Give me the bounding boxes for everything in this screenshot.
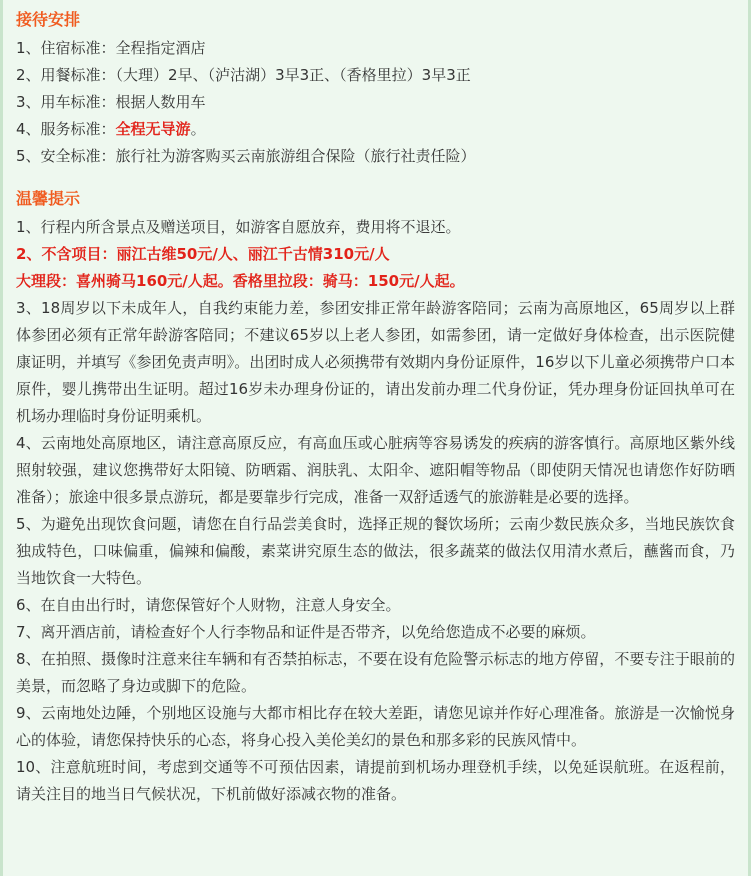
tips-heading: 温馨提示 xyxy=(16,189,81,208)
excluded-items: 不含项目：丽江古维50元/人、丽江千古情310元/人 xyxy=(41,245,390,263)
tip-item-7: 7、离开酒店前，请检查好个人行李物品和证件是否带齐，以免给您造成不必要的麻烦。 xyxy=(16,623,596,641)
tip-item-1: 1、行程内所含景点及赠送项目，如游客自愿放弃，费用将不退还。 xyxy=(16,218,461,236)
reception-item-meals: 2、用餐标准：（大理）2早、（泸沽湖）3早3正、（香格里拉）3早3正 xyxy=(16,66,471,84)
tip-2-number: 2、 xyxy=(16,245,42,263)
tip-item-2 xyxy=(16,241,735,268)
tip-item-5: 5、为避免出现饮食问题，请您在自行品尝美食时，选择正规的餐饮场所；云南少数民族众多，当地民族饮食独成特色，口味偏重，偏辣和偏酸，素菜讲究原生态的做法，很多蔬菜的做法仅用清水煮后，蘸酱而食，乃当地饮食一大特色。 xyxy=(16,515,735,587)
tip-item-4: 4、云南地处高原地区，请注意高原反应，有高血压或心脏病等容易诱发的疾病的游客慎行。高原地区紫外线照射较强，建议您携带好太阳镜、防晒霜、润肤乳、太阳伞、遮阳帽等物品（即使阴天情况也请您作好防晒准备）；旅途中很多景点游玩，都是要靠步行完成，准备一双舒适透气的旅游鞋是必要的选择。 xyxy=(16,434,735,506)
tip-item-9: 9、云南地处边陲，个别地区设施与大都市相比存在较大差距，请您见谅并作好心理准备。旅游是一次愉悦身心的体验，请您保持快乐的心态，将身心投入美伦美幻的景色和那多彩的民族风情中。 xyxy=(16,704,735,749)
tip-item-6: 6、在自由出行时，请您保管好个人财物，注意人身安全。 xyxy=(16,596,401,614)
tip-item-3: 3、18周岁以下未成年人，自我约束能力差，参团安排正常年龄游客陪同；云南为高原地区，65周岁以上群体参团必须有正常年龄游客陪同；不建议65岁以上老人参团，如需参团，请一定做好身体检查，出示医院健康证明，并填写《参团免责声明》。出团时成人必须携带有效期内身份证原件，16岁以下儿童必须携带户口本原件，婴儿携带出生证明。超过16岁未办理身份证的，请出发前办理二代身份证，凭办理身份证回执单可在机场办理临时身份证明乘机。 xyxy=(16,299,735,425)
optional-activities-end: 。 xyxy=(449,272,465,290)
service-label: 4、服务标准： xyxy=(16,120,116,138)
reception-item-transport: 3、用车标准：根据人数用车 xyxy=(16,93,206,111)
optional-activities: 大理段：喜州骑马160元/人起。香格里拉段：骑马：150元/人起 xyxy=(16,272,450,290)
section-spacer xyxy=(16,170,735,187)
reception-item-service xyxy=(16,116,735,143)
service-suffix: 。 xyxy=(190,120,206,138)
reception-item-accommodation: 1、住宿标准：全程指定酒店 xyxy=(16,39,206,57)
tip-item-10: 10、注意航班时间，考虑到交通等不可预估因素，请提前到机场办理登机手续，以免延误航班。在返程前，请关注目的地当日气候状况，下机前做好添减衣物的准备。 xyxy=(16,758,735,803)
tip-item-2-extra xyxy=(16,268,735,295)
reception-heading: 接待安排 xyxy=(16,10,81,29)
service-highlight: 全程无导游 xyxy=(115,120,191,138)
tip-item-8: 8、在拍照、摄像时注意来往车辆和有否禁拍标志，不要在设有危险警示标志的地方停留，不要专注于眼前的美景，而忽略了身边或脚下的危险。 xyxy=(16,650,735,695)
reception-item-safety: 5、安全标准：旅行社为游客购买云南旅游组合保险（旅行社责任险） xyxy=(16,147,476,165)
